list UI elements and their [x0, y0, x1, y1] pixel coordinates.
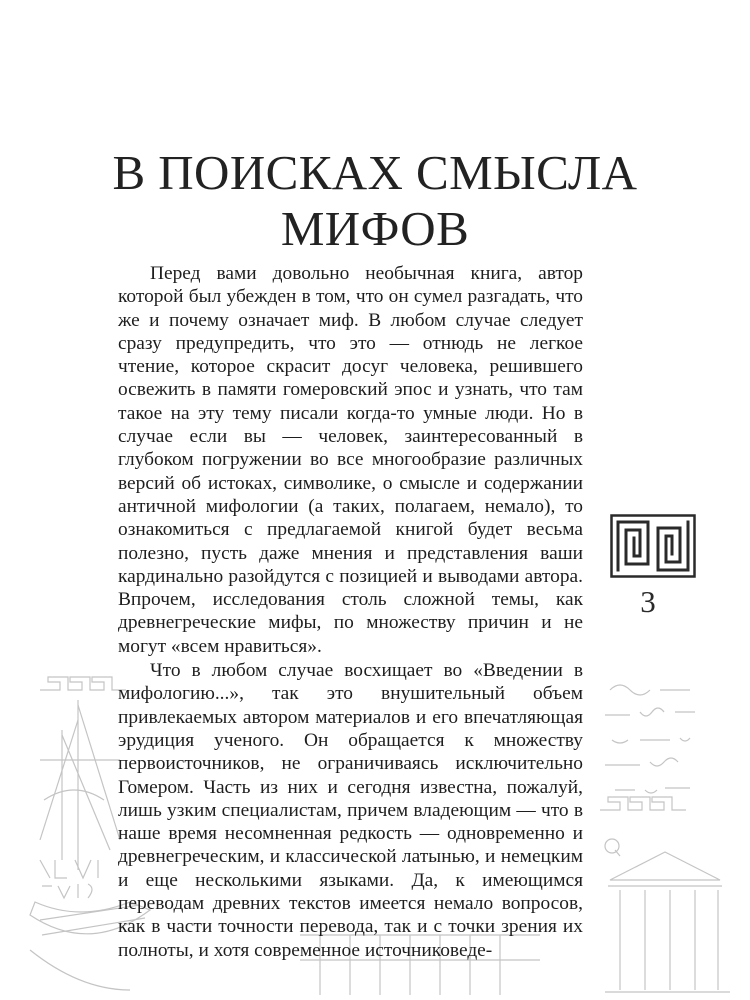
paragraph: Что в любом случае восхищает во «Введении в мифологию...», так это внушительный объем привлекаемых автором материалов и его впечатляющая эрудиция ученого. Он обращается к множеству первоисточников, не ограничиваясь исключительно Гомером. Часть из них и сегодня известна, пожалуй, лишь узким специалистам, причем владеющим — что в наше время несомненная редкость — одновременно и древнегреческим, и классической латынью, и немецким и еще несколькими языками. Да, к имеющимся переводам древних текстов имеется немало вопросов, как в части точности перевода, так и с точки зрения их полноты, и хотя современное источниковеде-	[118, 660, 583, 961]
greek-key-meander-icon	[610, 514, 696, 578]
chapter-title-line-1: В ПОИСКАХ СМЫСЛА	[112, 145, 638, 200]
chapter-title-line-2: МИФОВ	[280, 201, 470, 256]
paragraph: Перед вами довольно необычная книга, автор которой был убежден в том, что он сумел разгадать, что же и почему означает миф. В любом случае следует сразу предупредить, что это — отнюдь не легкое чтение, которое скрасит досуг человека, решившего освежить в памяти гомеровский эпос и узнать, что там такое на эту тему писали когда-то умные люди. Но в случае если вы — человек, заинтересованный в глубоком погружении во все многообразие различных версий об истоках, символике, о смысле и содержании античной мифологии (а таких, полагаем, немало), то ознакомиться с предлагаемой книгой будет весьма полезно, пусть даже мнения и представления ваши кардинально разойдутся с позицией и выводами автора. Впрочем, исследования столь сложной темы, как древнегреческие мифы, по множеству причин и не могут «всем нравиться».	[118, 263, 583, 657]
page-number: 3	[640, 584, 656, 619]
body-text	[118, 262, 583, 962]
